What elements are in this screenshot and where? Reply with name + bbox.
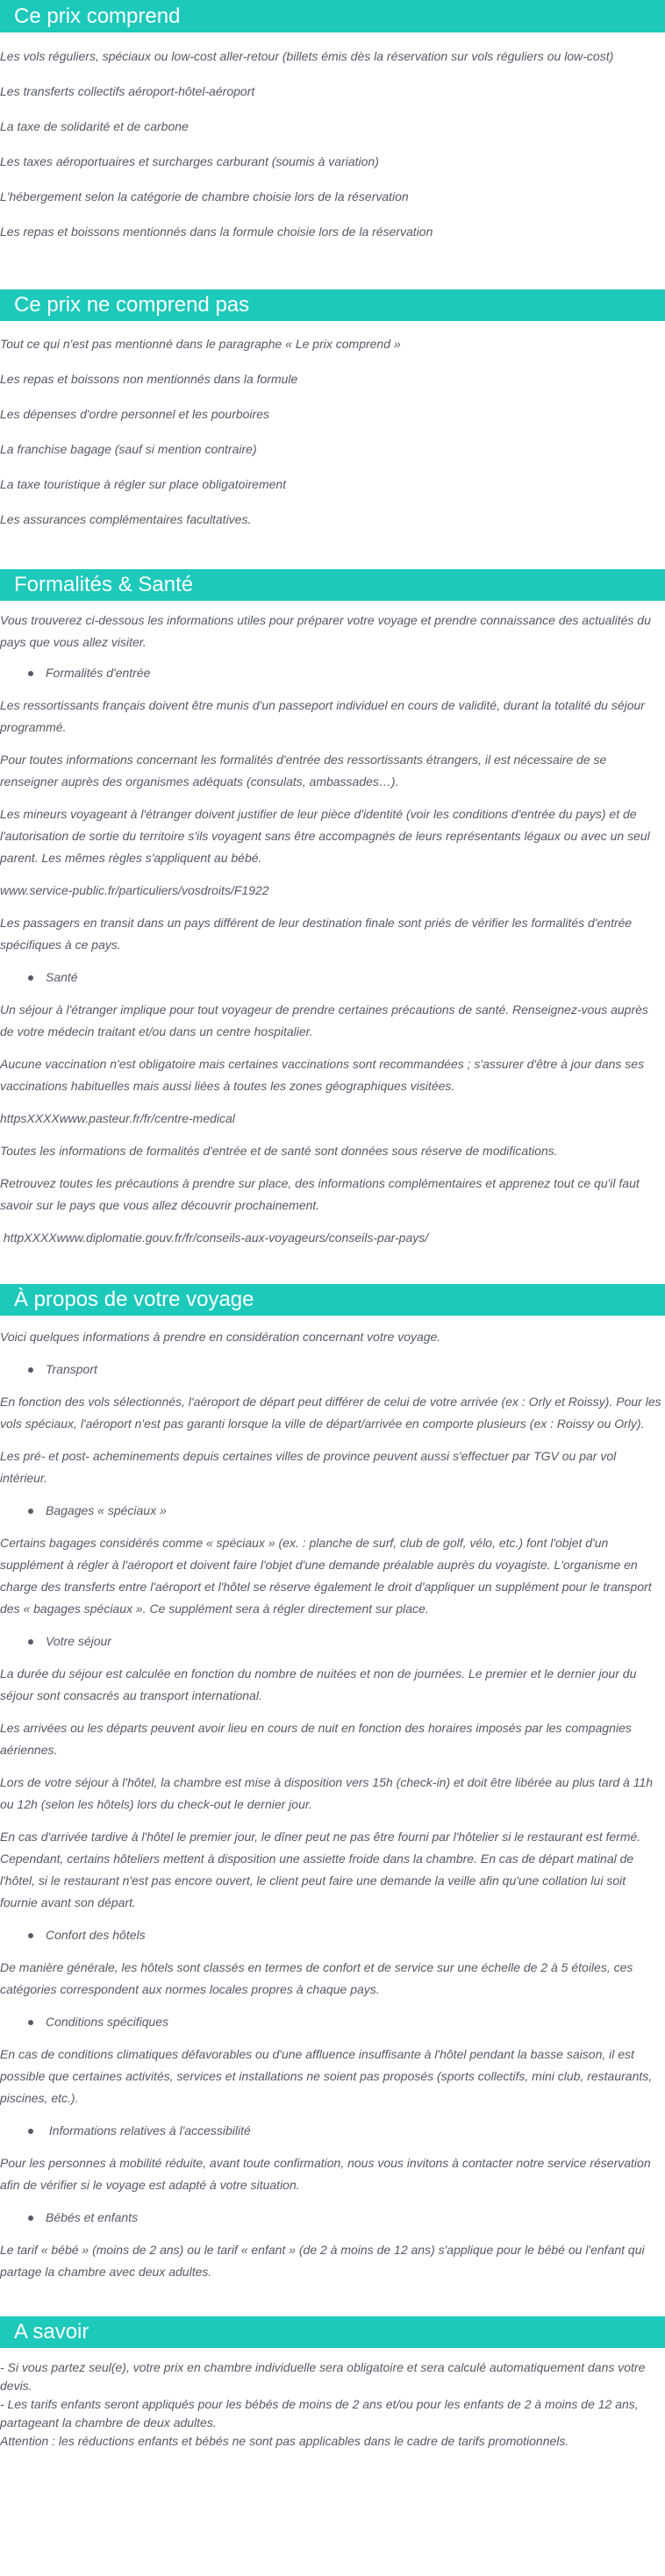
excluded-item: Les dépenses d'ordre personnel et les pourboires bbox=[0, 407, 269, 421]
bullet-label: Conditions spécifiques bbox=[46, 2015, 169, 2029]
excluded-item: La franchise bagage (sauf si mention contraire) bbox=[0, 442, 257, 456]
paragraph: Pour toutes informations concernant les formalités d'entrée des ressortissants étrangers, il est nécessaire de se renseigner auprès des organismes adéquats (consulats, ambassades…). bbox=[0, 753, 607, 788]
included-item: Les repas et boissons mentionnés dans la formule choisie lors de la réservation bbox=[0, 225, 433, 239]
service-public-link[interactable]: www.service-public.fr/particuliers/vosdroits/F1922 bbox=[0, 883, 269, 897]
bullet-health bbox=[0, 967, 665, 988]
paragraph: Les mineurs voyageant à l'étranger doivent justifier de leur pièce d'identité (voir les conditions d'entrée du pays) et de l'autorisation de sortie du territoire s'ils voyagent sans être accompagnés de leurs représentants légaux ou avec un seul parent. Les mêmes règles s'appliquent au bébé. bbox=[0, 807, 650, 865]
bullet-dot-icon bbox=[28, 975, 33, 981]
paragraph: En cas de conditions climatiques défavorables ou d'une affluence insuffisante à l'hôtel pendant la basse saison, il est possible que certaines activités, services et installations ne soient pas proposés (sports collectifs, mini club, restaurants, piscines, etc.). bbox=[0, 2047, 653, 2105]
savoir-line: - Les tarifs enfants seront appliqués pour les bébés de moins de 2 ans et/ou pour les enfants de 2 à moins de 12 ans, partageant la chambre de deux adultes. bbox=[0, 2397, 639, 2430]
section-title-formalities: Formalités & Santé bbox=[0, 569, 665, 601]
section-title-included: Ce prix comprend bbox=[0, 0, 665, 32]
savoir-line: - Si vous partez seul(e), votre prix en chambre individuelle sera obligatoire et sera calculé automatiquement dans votre devis. bbox=[0, 2360, 646, 2393]
paragraph: Certains bagages considérés comme « spéciaux » (ex. : planche de surf, club de golf, vélo, etc.) font l'objet d'un supplément à régler à l'aéroport et doivent faire l'objet d'une demande préalable auprès du voyagiste. L'organisme en charge des transferts entre l'aéroport et l'hôtel se réserve également le droit d'appliquer un supplément pour le transport des « bagages spéciaux ». Ce supplément sera à régler directement sur place. bbox=[0, 1536, 652, 1616]
paragraph: Le tarif « bébé » (moins de 2 ans) ou le tarif « enfant » (de 2 à moins de 12 ans) s'applique pour le bébé ou l'enfant qui partage la chambre avec deux adultes. bbox=[0, 2243, 645, 2279]
paragraph: La durée du séjour est calculée en fonction du nombre de nuitées et non de journées. Le premier et le dernier jour du séjour sont consacrés au transport international. bbox=[0, 1666, 637, 1702]
bullet-label: Bébés et enfants bbox=[46, 2210, 139, 2224]
bullet-dot-icon bbox=[28, 2020, 33, 2025]
bullet-conditions bbox=[0, 2011, 665, 2033]
paragraph: Aucune vaccination n'est obligatoire mais certaines vaccinations sont recommandées ; s'assurer d'être à jour dans ses vaccinations habituelles mais aussi liées à toutes les zones géographiques visitées. bbox=[0, 1057, 645, 1093]
section-title-excluded: Ce prix ne comprend pas bbox=[0, 289, 665, 321]
bullet-label: Informations relatives à l'accessibilité bbox=[46, 2123, 251, 2137]
bullet-dot-icon bbox=[28, 671, 33, 676]
bullet-transport bbox=[0, 1359, 665, 1381]
paragraph: Un séjour à l'étranger implique pour tout voyageur de prendre certaines précautions de santé. Renseignez-vous auprès de votre médecin traitant et/ou dans un centre hospitalier. bbox=[0, 1003, 648, 1038]
included-item: Les taxes aéroportuaires et surcharges carburant (soumis à variation) bbox=[0, 154, 379, 168]
formalities-intro: Vous trouverez ci-dessous les informations utiles pour préparer votre voyage et prendre connaissance des actualités du pays que vous allez visiter. bbox=[0, 613, 651, 649]
paragraph: Retrouvez toutes les précautions à prendre sur place, des informations complémentaires et apprenez tout ce qu'il faut savoir sur le pays que vous allez découvrir prochainement. bbox=[0, 1176, 640, 1212]
excluded-item: Les assurances complémentaires facultatives. bbox=[0, 512, 252, 526]
pasteur-link[interactable]: httpsXXXXwww.pasteur.fr/fr/centre-medical bbox=[0, 1111, 235, 1125]
included-item: Les vols réguliers, spéciaux ou low-cost aller-retour (billets émis dès la réservation sur vols réguliers ou low-cost) bbox=[0, 49, 614, 63]
paragraph: Toutes les informations de formalités d'entrée et de santé sont données sous réserve de modifications. bbox=[0, 1144, 558, 1158]
bullet-dot-icon bbox=[28, 1367, 33, 1373]
paragraph: Les arrivées ou les départs peuvent avoir lieu en cours de nuit en fonction des horaires imposés par les compagnies aériennes. bbox=[0, 1721, 632, 1757]
paragraph: Les pré- et post- acheminements depuis certaines villes de province peuvent aussi s'effectuer par TGV ou par vol intérieur. bbox=[0, 1449, 617, 1485]
section-title-about: À propos de votre voyage bbox=[0, 1284, 665, 1316]
bullet-bagages bbox=[0, 1500, 665, 1522]
bullet-confort bbox=[0, 1924, 665, 1946]
paragraph: Lors de votre séjour à l'hôtel, la chambre est mise à disposition vers 15h (check-in) et doit être libérée au plus tard à 11h ou 12h (selon les hôtels) lors du check-out le dernier jour. bbox=[0, 1775, 654, 1811]
bullet-sejour bbox=[0, 1631, 665, 1652]
included-item: Les transferts collectifs aéroport-hôtel-aéroport bbox=[0, 84, 255, 98]
diplomatie-link[interactable]: httpXXXXwww.diplomatie.gouv.fr/fr/conseils-aux-voyageurs/conseils-par-pays/ bbox=[0, 1231, 429, 1245]
bullet-dot-icon bbox=[28, 2129, 33, 2134]
about-intro: Voici quelques informations à prendre en considération concernant votre voyage. bbox=[0, 1330, 441, 1344]
excluded-item: La taxe touristique à régler sur place obligatoirement bbox=[0, 477, 287, 491]
excluded-item: Les repas et boissons non mentionnés dans la formule bbox=[0, 372, 298, 386]
bullet-dot-icon bbox=[28, 2216, 33, 2221]
bullet-label: Bagages « spéciaux » bbox=[46, 1503, 167, 1517]
paragraph: En cas d'arrivée tardive à l'hôtel le premier jour, le dîner peut ne pas être fourni par l'hôtelier si le restaurant est fermé. Cependant, certains hôteliers mettent à disposition une assiette froide dans la chambre. En cas de départ matinal de l'hôtel, si le restaurant n'est pas encore ouvert, le client peut faire une demande la veille afin qu'une collation lui soit fournie avant son départ. bbox=[0, 1830, 641, 1909]
savoir-line: Attention : les réductions enfants et bébés ne sont pas applicables dans le cadre de tarifs promotionnels. bbox=[0, 2434, 569, 2448]
bullet-dot-icon bbox=[28, 1509, 33, 1514]
bullet-accessibility bbox=[0, 2120, 665, 2142]
included-item: La taxe de solidarité et de carbone bbox=[0, 119, 189, 133]
paragraph: De manière générale, les hôtels sont classés en termes de confort et de service sur une échelle de 2 à 5 étoiles, ces catégories correspondent aux normes locales propres à chaque pays. bbox=[0, 1960, 633, 1996]
bullet-label: Santé bbox=[46, 970, 78, 984]
paragraph: Les passagers en transit dans un pays différent de leur destination finale sont priés de vérifier les formalités d'entrée spécifiques à ce pays. bbox=[0, 916, 633, 952]
section-title-savoir: A savoir bbox=[0, 2316, 665, 2348]
bullet-label: Votre séjour bbox=[46, 1634, 111, 1648]
bullet-dot-icon bbox=[28, 1933, 33, 1938]
bullet-bebes bbox=[0, 2207, 665, 2229]
bullet-dot-icon bbox=[28, 1639, 33, 1645]
paragraph: Les ressortissants français doivent être munis d'un passeport individuel en cours de validité, durant la totalité du séjour programmé. bbox=[0, 698, 645, 734]
bullet-entry-formalities bbox=[0, 662, 665, 684]
bullet-label: Confort des hôtels bbox=[46, 1928, 146, 1942]
bullet-label: Formalités d'entrée bbox=[46, 666, 151, 680]
bullet-label: Transport bbox=[46, 1362, 97, 1376]
excluded-item: Tout ce qui n'est pas mentionné dans le paragraphe « Le prix comprend » bbox=[0, 337, 401, 351]
paragraph: Pour les personnes à mobilité réduite, avant toute confirmation, nous vous invitons à contacter notre service réservation afin de vérifier si le voyage est adapté à votre situation. bbox=[0, 2156, 651, 2192]
included-item: L'hébergement selon la catégorie de chambre choisie lors de la réservation bbox=[0, 189, 409, 203]
paragraph: En fonction des vols sélectionnés, l'aéroport de départ peut différer de celui de votre arrivée (ex : Orly et Roissy). Pour les vols spéciaux, l'aéroport n'est pas garanti lorsque la ville de départ/arrivée en comporte plusieurs (ex : Roissy ou Orly). bbox=[0, 1395, 661, 1431]
